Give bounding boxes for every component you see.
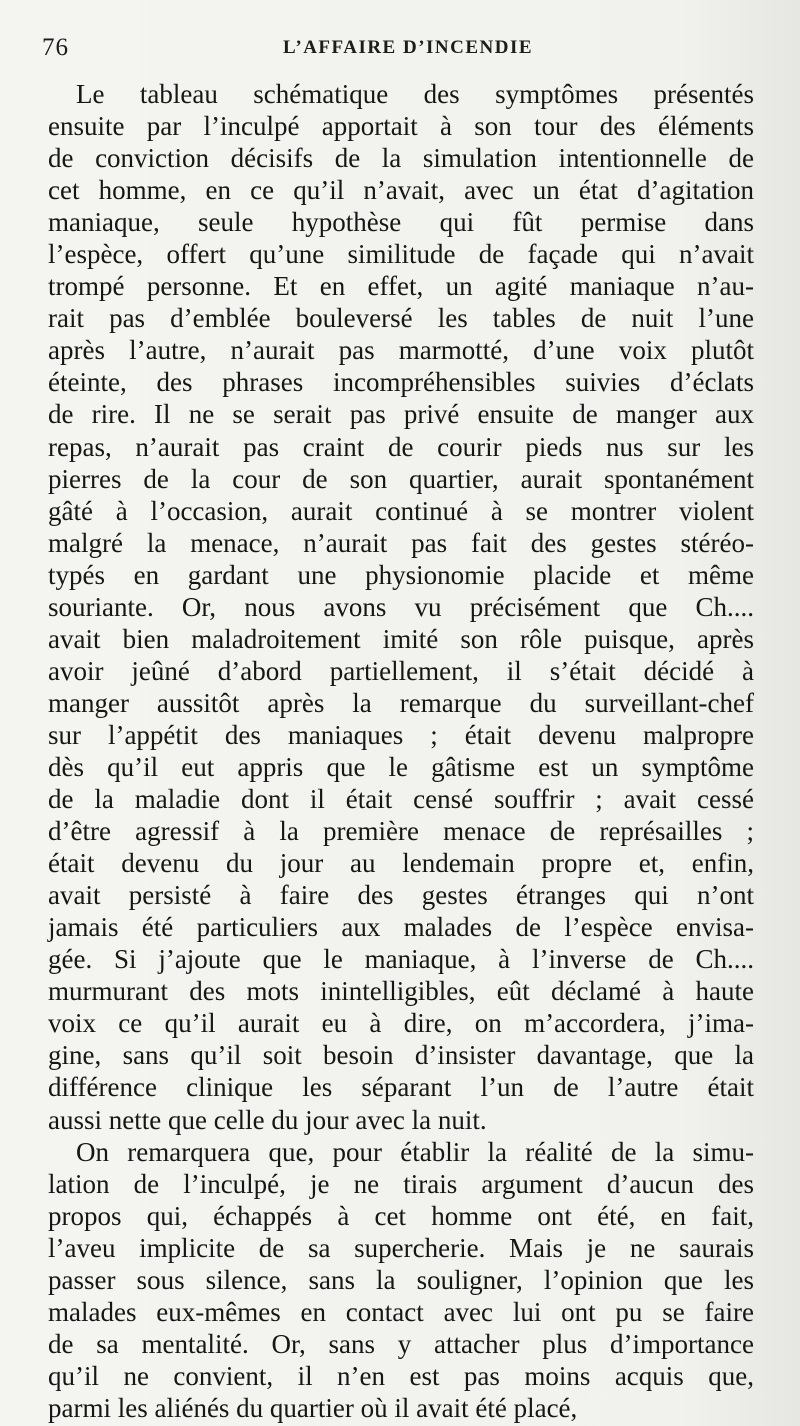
text-line: jamais été particuliers aux malades de l’espèce envisa- bbox=[48, 912, 754, 943]
text-line: passer sous silence, sans la souligner, l’opinion que les bbox=[48, 1264, 754, 1295]
text-line: malades eux-mêmes en contact avec lui ont pu se faire bbox=[48, 1296, 754, 1327]
text-line: était devenu du jour au lendemain propre et, enfin, bbox=[48, 848, 754, 879]
text-line: propos qui, échappés à cet homme ont été, en fait, bbox=[48, 1200, 754, 1231]
text-line: voix ce qu’il aurait eu à dire, on m’accordera, j’ima- bbox=[48, 1008, 754, 1039]
text-line: murmurant des mots inintelligibles, eût déclamé à haute bbox=[48, 976, 754, 1007]
text-line: différence clinique les séparant l’un de l’autre était bbox=[48, 1072, 754, 1103]
text-line: avait bien maladroitement imité son rôle puisque, après bbox=[48, 623, 754, 654]
text-line: maniaque, seule hypothèse qui fût permise dans bbox=[48, 207, 754, 238]
text-line: dès qu’il eut appris que le gâtisme est un symptôme bbox=[48, 751, 754, 782]
text-line: cet homme, en ce qu’il n’avait, avec un état d’agitation bbox=[48, 175, 754, 206]
page-header bbox=[36, 34, 780, 64]
body-text bbox=[48, 78, 754, 1424]
text-line: gine, sans qu’il soit besoin d’insister davantage, que la bbox=[48, 1040, 754, 1071]
paragraph bbox=[48, 1136, 754, 1424]
text-line: l’espèce, offert qu’une similitude de façade qui n’avait bbox=[48, 239, 754, 270]
text-line: qu’il ne convient, il n’en est pas moins acquis que, bbox=[48, 1360, 754, 1391]
text-line: parmi les aliénés du quartier où il avait été placé, bbox=[48, 1392, 578, 1423]
text-line: gée. Si j’ajoute que le maniaque, à l’inverse de Ch.... bbox=[48, 944, 754, 975]
text-line: après l’autre, n’aurait pas marmotté, d’une voix plutôt bbox=[48, 335, 754, 366]
text-line: lation de l’inculpé, je ne tirais argument d’aucun des bbox=[48, 1168, 754, 1199]
paragraph bbox=[48, 78, 754, 1136]
text-line: avait persisté à faire des gestes étranges qui n’ont bbox=[48, 880, 754, 911]
text-line: aussi nette que celle du jour avec la nuit. bbox=[48, 1104, 487, 1135]
text-line: l’aveu implicite de sa supercherie. Mais je ne saurais bbox=[48, 1232, 754, 1263]
text-line: souriante. Or, nous avons vu précisément que Ch.... bbox=[48, 591, 754, 622]
text-line: de la maladie dont il était censé souffrir ; avait cessé bbox=[48, 784, 754, 815]
text-line: Le tableau schématique des symptômes présentés bbox=[76, 79, 754, 109]
text-line: repas, n’aurait pas craint de courir pieds nus sur les bbox=[48, 431, 754, 462]
text-line: gâté à l’occasion, aurait continué à se montrer violent bbox=[48, 495, 754, 526]
text-line: On remarquera que, pour établir la réalité de la simu- bbox=[76, 1136, 754, 1167]
page-number: 76 bbox=[42, 34, 69, 61]
text-line: sur l’appétit des maniaques ; était devenu malpropre bbox=[48, 719, 754, 750]
text-line: malgré la menace, n’aurait pas fait des gestes stéréo- bbox=[48, 527, 754, 558]
text-line: manger aussitôt après la remarque du surveillant-chef bbox=[48, 687, 754, 718]
text-line: de sa mentalité. Or, sans y attacher plus d’importance bbox=[48, 1328, 754, 1359]
text-line: pierres de la cour de son quartier, aurait spontanément bbox=[48, 463, 754, 494]
text-line: trompé personne. Et en effet, un agité maniaque n’au- bbox=[48, 271, 754, 302]
text-line: avoir jeûné d’abord partiellement, il s’était décidé à bbox=[48, 655, 754, 686]
text-line: rait pas d’emblée bouleversé les tables de nuit l’une bbox=[48, 303, 754, 334]
text-line: d’être agressif à la première menace de représailles ; bbox=[48, 816, 754, 847]
text-line: de rire. Il ne se serait pas privé ensuite de manger aux bbox=[48, 399, 754, 430]
text-line: éteinte, des phrases incompréhensibles suivies d’éclats bbox=[48, 367, 754, 398]
text-line: typés en gardant une physionomie placide et même bbox=[48, 559, 754, 590]
text-line: de conviction décisifs de la simulation intentionnelle de bbox=[48, 143, 754, 174]
running-head: L’AFFAIRE D’INCENDIE bbox=[282, 37, 534, 58]
text-line: ensuite par l’inculpé apportait à son tour des éléments bbox=[48, 111, 754, 142]
